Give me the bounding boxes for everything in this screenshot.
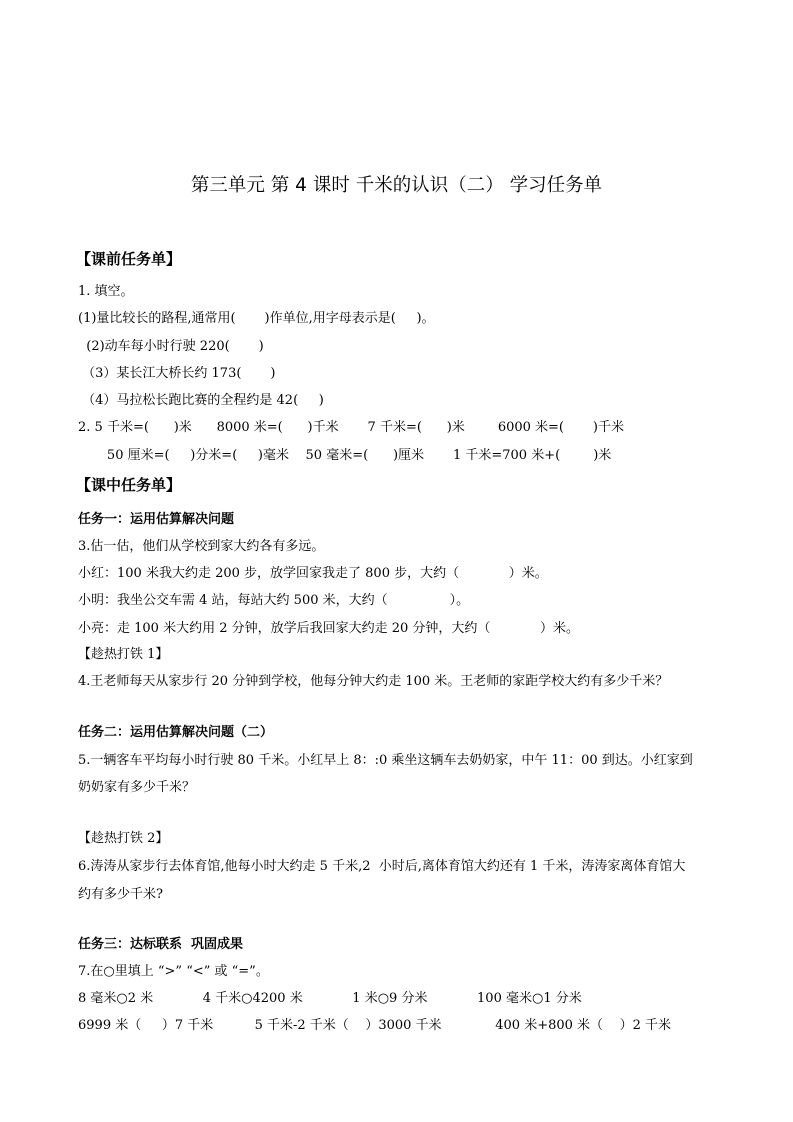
pre-class-heading: 【课前任务单】: [76, 250, 182, 268]
hot-practice-1: 【趁热打铁 1】: [78, 647, 169, 662]
question-2-row-1: 2. 5 千米=( )米 8000 米=( )千米 7 千米=( )米 6000 米=( )千米: [78, 420, 625, 435]
question-7-row-1: 8 毫米○2 米 4 千米○4200 米 1 米○9 分米 100 毫米○1 分米: [78, 991, 582, 1006]
question-1-4: （4）马拉松长跑比赛的全程约是 42( ): [78, 393, 324, 408]
task-1-heading: 任务一：运用估算解决问题: [78, 512, 235, 527]
question-7-row-2: 6999 米（ ）7 千米 5 千米-2 千米（ ）3000 千米 400 米+800 米（ ）2 千米: [78, 1018, 671, 1033]
question-3-3: 小亮：走 100 米大约用 2 分钟，放学后我回家大约走 20 分钟，大约（ ）米。: [78, 621, 580, 636]
question-3: 3.估一估，他们从学校到家大约各有多远。: [78, 539, 325, 554]
question-1-2: (2)动车每小时行驶 220( ): [78, 339, 264, 354]
question-4: 4.王老师每天从家步行 20 分钟到学校，他每分钟大约走 100 米。王老师的家距学校大约有多少千米？: [78, 674, 669, 689]
question-5-line-1: 5.一辆客车平均每小时行驶 80 千米。小红早上 8：:0 乘坐这辆车去奶奶家，中午 11：00 到达。小红家到: [78, 753, 693, 768]
question-1-1: (1)量比较长的路程,通常用( )作单位,用字母表示是( )。: [78, 311, 435, 326]
in-class-heading: 【课中任务单】: [76, 476, 182, 494]
question-7: 7.在○里填上 “>” “<” 或 “=”。: [78, 964, 269, 979]
hot-practice-2: 【趁热打铁 2】: [78, 831, 169, 846]
question-5-line-2: 奶奶家有多少千米？: [78, 780, 196, 795]
question-1: 1. 填空。: [78, 284, 134, 299]
question-2-row-2: 50 厘米=( )分米=( )毫米 50 毫米=( )厘米 1 千米=700 米+( )米: [78, 448, 612, 463]
task-3-heading: 任务三：达标联系 巩固成果: [78, 937, 244, 952]
question-6-line-1: 6.涛涛从家步行去体育馆,他每小时大约走 5 千米,2 小时后,离体育馆大约还有 1 千米，涛涛家离体育馆大: [78, 859, 686, 874]
question-6-line-2: 约有多少千米?: [78, 887, 163, 902]
question-3-2: 小明：我坐公交车需 4 站，每站大约 500 米，大约（ ）。: [78, 593, 470, 608]
page-title: 第三单元 第 4 课时 千米的认识（二） 学习任务单: [190, 175, 603, 196]
task-2-heading: 任务二：运用估算解决问题（二）: [78, 725, 274, 740]
question-1-3: （3）某长江大桥长约 173( ): [78, 366, 276, 381]
question-3-1: 小红：100 米我大约走 200 步，放学回家我走了 800 步，大约（ ）米。: [78, 566, 548, 581]
